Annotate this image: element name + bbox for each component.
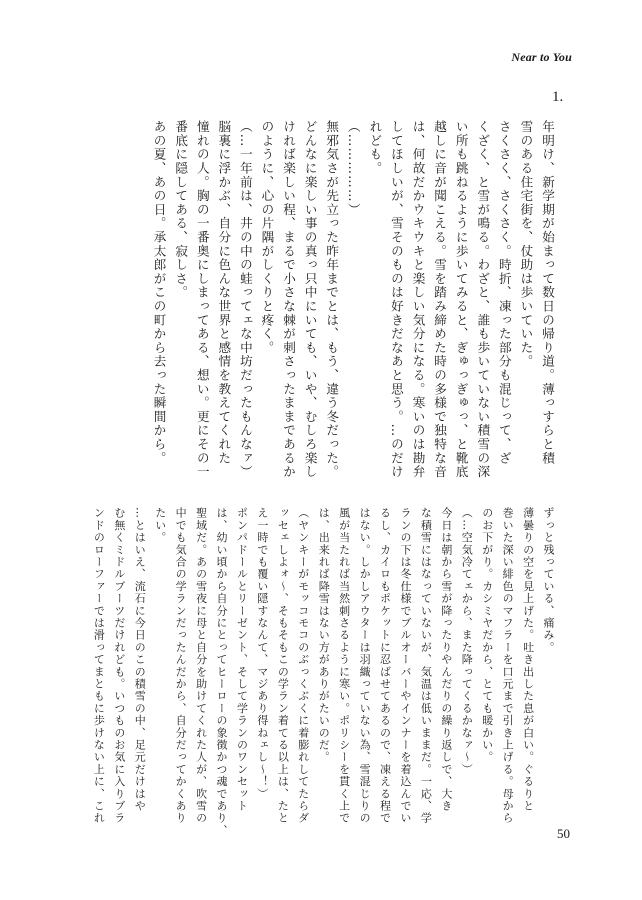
text-line: 今日は朝から雪が降ったりやんだりの繰り返しで、大き bbox=[439, 507, 453, 812]
text-line: は、何故だかウキウキと楽しい気分になる。寒いのは勘弁 bbox=[410, 120, 426, 479]
section-number: 1. bbox=[552, 89, 564, 105]
text-line: 無邪気さが先立った昨年までとは、もう、違う冬だった。 bbox=[324, 120, 340, 479]
text-line: るし、カイロもポケットに忍ばせてあるので、凍える程で bbox=[378, 507, 392, 825]
text-line: ッセェしよォ～、そもそもこの学ラン着てる以上は、たと bbox=[276, 507, 290, 825]
text-line: （…一年前は、井の中の蛙ってェな中坊だったもんなァ） bbox=[237, 120, 253, 479]
text-line: さくさく、さくさく。時折、凍った部分も混じって、ざ bbox=[496, 120, 512, 465]
text-line: のお下がり。カシミヤだから、とても暖かい。 bbox=[480, 507, 494, 764]
text-line: （ヤンキーがモッコモコのぶっくぶくに着膨れしてたらダ bbox=[296, 507, 310, 825]
text-line: （…空気冷てェから、また降ってくるかなァ～） bbox=[460, 507, 474, 776]
text-line: ランの下は冬仕様でブルオーバーやインナーを着込んでい bbox=[398, 507, 412, 825]
text-line: 番底に隠してある、寂しさ。 bbox=[173, 120, 189, 300]
text-line: む無くミドルブーツだけれども。いつものお気に入りブラ bbox=[112, 507, 126, 825]
text-line: 年明け、新学期が始まって数日の帰り道。薄っすらと積 bbox=[540, 120, 555, 465]
text-line: 脳裏に浮かぶ、自分に色んな世界と感情を教えてくれた bbox=[216, 120, 232, 465]
text-line: 越しに音が聞こえる。雪を踏み締めた時の多様で独特な音 bbox=[432, 120, 448, 479]
text-line: え一時でも覆い隠すなんて、マジあり得ねェし～！） bbox=[255, 507, 269, 800]
text-line: たい。 bbox=[153, 507, 167, 544]
text-line: ンドのローファーでは滑ってまともに歩けない上に、これ bbox=[92, 507, 106, 825]
text-line: ずっと残っている、痛み。 bbox=[542, 507, 555, 654]
text-line: 巻いた深い緋色のマフラーを口元まで引き上げる。母から bbox=[501, 507, 515, 825]
text-line: 風が当たれば当然刺さるように寒い。ポリシーを貫く上で bbox=[337, 507, 351, 825]
text-line: は、幼い頃から自分にとってヒーローの象徴かつ魂であり、 bbox=[215, 507, 228, 837]
text-line: はない。しかしアウターは羽織っていない為、雪混じりの bbox=[358, 507, 372, 825]
lower-text-block bbox=[88, 507, 558, 837]
text-line: 憧れの人。胸の一番奥にしまってある、想い。更にその一 bbox=[194, 120, 210, 479]
text-line: 薄曇りの空を見上げた。吐き出した息が白い。ぐるりと bbox=[521, 507, 535, 812]
text-line: のように、心の片隅がしくりと疼く。 bbox=[259, 120, 275, 355]
text-line: くざく、と雪が鳴る。わざと、誰も歩いていない積雪の深 bbox=[475, 120, 491, 479]
text-line: どんなに楽しい事の真っ只中にいても、いや、むしろ楽し bbox=[302, 120, 318, 479]
text-line: ポンパドールとリーゼント、そして学ランのワンセット bbox=[235, 507, 249, 812]
text-line: …とはいえ、流石に今日のこの積雪の中、足元だけはや bbox=[133, 507, 147, 812]
text-line: 聖域だ。あの雪夜に母と自分を助けてくれた人が、吹雪の bbox=[194, 507, 208, 825]
running-title: Near to You bbox=[511, 50, 572, 64]
text-line: は、出来れば降雪はない方がありがたいのだ。 bbox=[317, 507, 331, 764]
text-line: あの夏、あの日。承太郎がこの町から去った瞬間から。 bbox=[151, 120, 167, 465]
text-line: れども。 bbox=[367, 120, 383, 176]
text-line: い所も跳ねるように歩いてみると、ぎゅっぎゅっ、と靴底 bbox=[453, 120, 469, 479]
text-line: ければ楽しい程、まるで小さな棘が刺さったままであるか bbox=[281, 120, 297, 479]
text-line: してほしいが、雪そのものは好きだなあと思う。…のだけ bbox=[388, 120, 404, 479]
text-line: 雪のある住宅街を、仗助は歩いていた。 bbox=[518, 120, 534, 369]
text-line: な積雪にはなっていないが、気温は低いままだ。一応、学 bbox=[419, 507, 433, 825]
text-line: 中でも気合の学ランだったんだから、自分だってかくあり bbox=[174, 507, 188, 825]
page-number: 50 bbox=[557, 826, 570, 841]
upper-text-block bbox=[148, 120, 558, 480]
text-line: （……………） bbox=[345, 120, 361, 217]
